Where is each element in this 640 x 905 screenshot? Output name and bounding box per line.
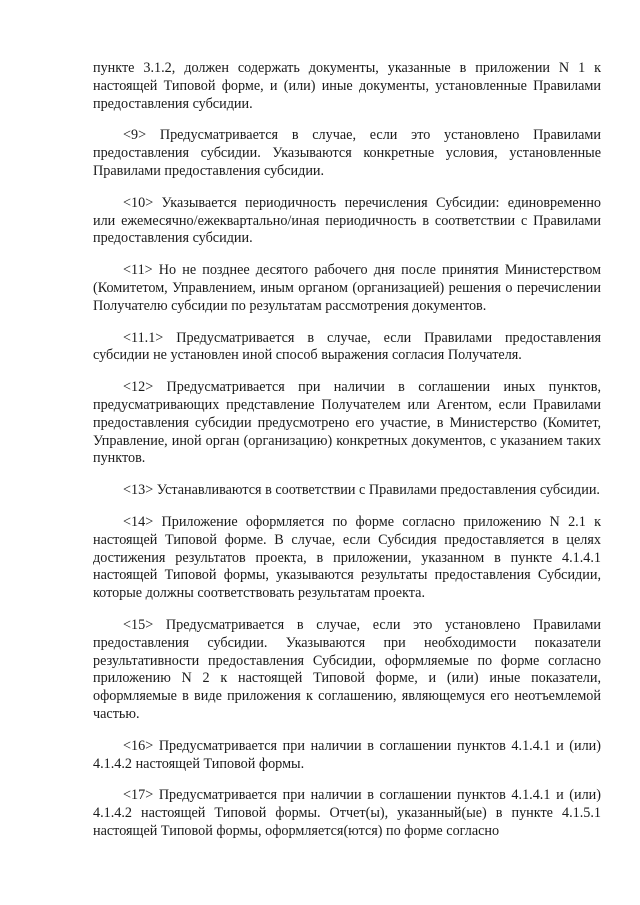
footnote-13: <13> Устанавливаются в соответствии с Правилами предоставления субсидии. <box>123 482 600 499</box>
footnotes-text <box>93 60 601 841</box>
footnote-11: <11> Но не позднее десятого рабочего дня после принятия Министерством (Комитетом, Управлением, иным органом (организацией) решения о перечислении Получателю субсидии по результатам рассмотрения документов. <box>93 262 601 314</box>
footnote-15: <15> Предусматривается в случае, если это установлено Правилами предоставления субсидии. Указываются при необходимости показатели результативности предоставления Субсидии, оформляемые по форме согласно приложению N 2 к настоящей Типовой форме, и (или) иные показатели, оформляемые в виде приложения к соглашению, являющемуся его неотъемлемой частью. <box>93 616 601 722</box>
footnote-11-1: <11.1> Предусматривается в случае, если Правилами предоставления субсидии не установлен иной способ выражения согласия Получателя. <box>93 329 601 364</box>
footnote-17: <17> Предусматривается при наличии в соглашении пунктов 4.1.4.1 и (или) 4.1.4.2 настоящей Типовой формы. Отчет(ы), указанный(ые) в пункте 4.1.5.1 настоящей Типовой формы, оформляется(ются) по форме согласно <box>93 787 601 839</box>
footnote-16: <16> Предусматривается при наличии в соглашении пунктов 4.1.4.1 и (или) 4.1.4.2 настоящей Типовой формы. <box>93 737 601 772</box>
footnote-9: <9> Предусматривается в случае, если это установлено Правилами предоставления субсидии. Указываются конкретные условия, установленные Правилами предоставления субсидии. <box>93 127 601 179</box>
footnote-12: <12> Предусматривается при наличии в соглашении иных пунктов, предусматривающих представление Получателем или Агентом, если Правилами предоставления субсидии предусмотрено его участие, в Министерство (Комитет, Управление, иной орган (организацию) конкретных документов, с указанием таких пунктов. <box>93 379 601 467</box>
footnote-14: <14> Приложение оформляется по форме согласно приложению N 2.1 к настоящей Типовой форме. В случае, если Субсидия предоставляется в целях достижения результатов проекта, в приложении, указанном в пункте 4.1.4.1 настоящей Типовой формы, указываются результаты предоставления Субсидии, которые должны соответствовать результатам проекта. <box>93 513 601 602</box>
paragraph-continuation: пункте 3.1.2, должен содержать документы, указанные в приложении N 1 к настоящей Типовой форме, и (или) иные документы, установленные Правилами предоставления субсидии. <box>93 60 601 112</box>
footnote-10: <10> Указывается периодичность перечисления Субсидии: единовременно или ежемесячно/ежеквартально/иная периодичность в соответствии с Правилами предоставления субсидии. <box>93 194 601 247</box>
